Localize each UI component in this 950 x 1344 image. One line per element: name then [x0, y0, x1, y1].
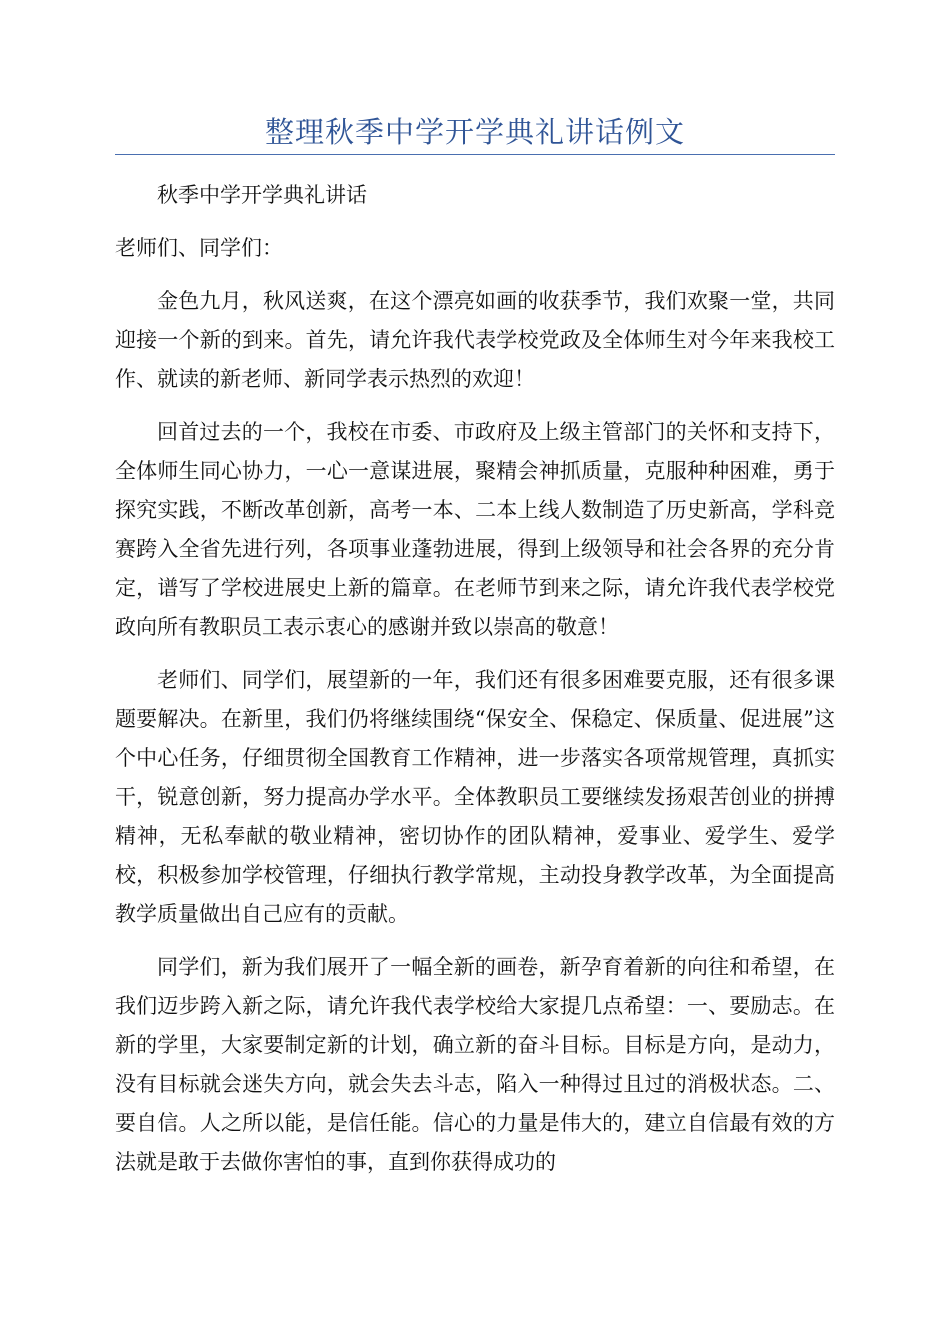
title-underline	[115, 154, 835, 155]
document-body	[115, 176, 835, 1196]
paragraph-3: 老师们、同学们，展望新的一年，我们还有很多困难要克服，还有很多课题要解决。在新里，我们仍将继续围绕“保安全、保稳定、保质量、促进展”这个中心任务，仔细贯彻全国教育工作精神，进一步落实各项常规管理，真抓实干，锐意创新，努力提高办学水平。全体教职员工要继续发扬艰苦创业的拼搏精神，无私奉献的敬业精神，密切协作的团队精神，爱事业、爱学生、爱学校，积极参加学校管理，仔细执行教学常规，主动投身教学改革，为全面提高教学质量做出自己应有的贡献。	[115, 668, 835, 926]
paragraph-2: 回首过去的一个，我校在市委、市政府及上级主管部门的关怀和支持下，全体师生同心协力，一心一意谋进展，聚精会神抓质量，克服种种困难，勇于探究实践，不断改革创新，高考一本、二本上线人数制造了历史新高，学科竞赛跨入全省先进行列，各项事业蓬勃进展，得到上级领导和社会各界的充分肯定，谱写了学校进展史上新的篇章。在老师节到来之际，请允许我代表学校党政向所有教职员工表示衷心的感谢并致以崇高的敬意！	[115, 420, 835, 639]
paragraph-4: 同学们，新为我们展开了一幅全新的画卷，新孕育着新的向往和希望，在我们迈步跨入新之际，请允许我代表学校给大家提几点希望：一、要励志。在新的学里，大家要制定新的计划，确立新的奋斗目标。目标是方向，是动力，没有目标就会迷失方向，就会失去斗志，陷入一种得过且过的消极状态。二、要自信。人之所以能，是信任能。信心的力量是伟大的，建立自信最有效的方法就是敢于去做你害怕的事，直到你获得成功的	[115, 955, 835, 1174]
speech-heading: 秋季中学开学典礼讲话	[157, 183, 367, 207]
salutation: 老师们、同学们：	[115, 236, 283, 260]
paragraph-1: 金色九月，秋风送爽，在这个漂亮如画的收获季节，我们欢聚一堂，共同迎接一个新的到来。首先，请允许我代表学校党政及全体师生对今年来我校工作、就读的新老师、新同学表示热烈的欢迎！	[115, 289, 835, 391]
document-title: 整理秋季中学开学典礼讲话例文	[264, 115, 685, 149]
